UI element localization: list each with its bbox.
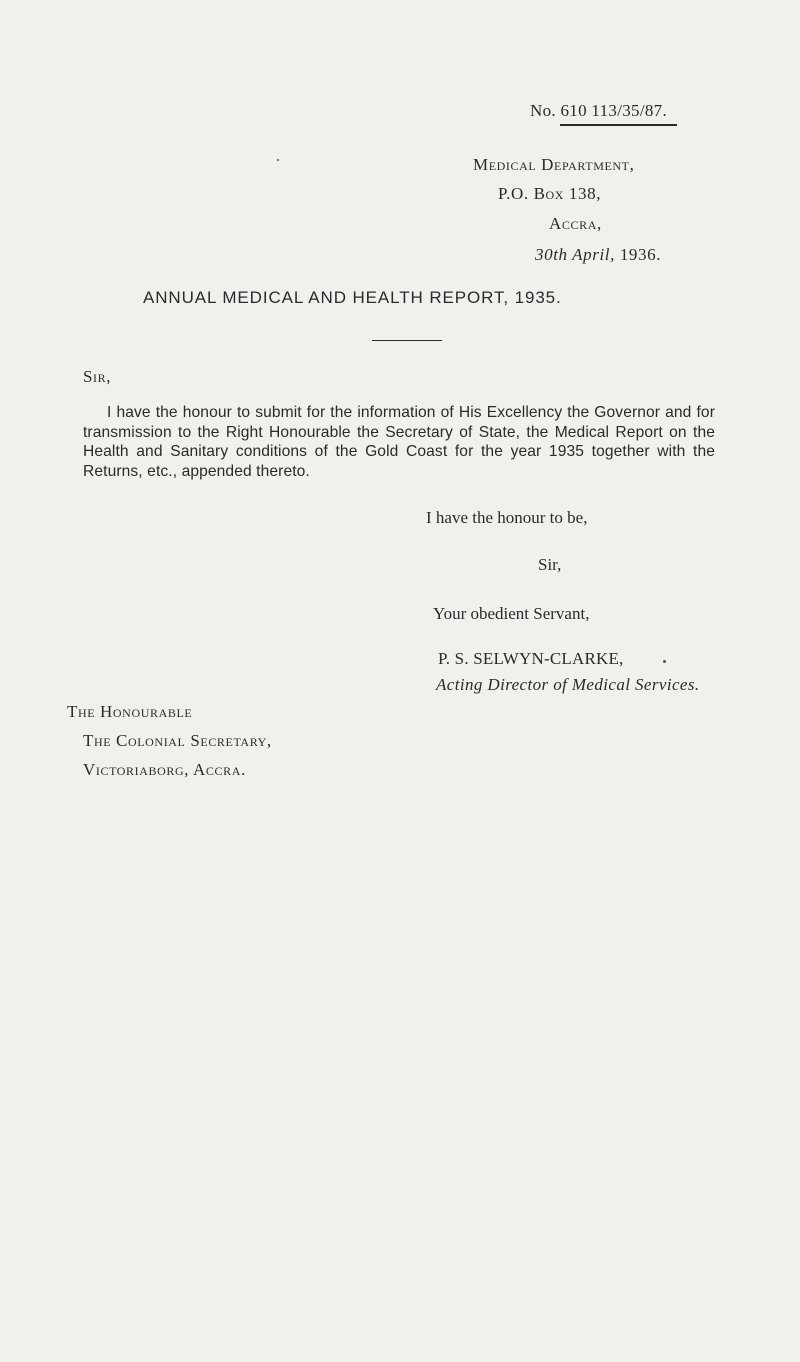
address-city: Accra, <box>549 214 602 233</box>
letter-date-day: 30th April, <box>535 245 615 264</box>
ink-mark <box>663 660 666 663</box>
title-divider <box>372 340 442 341</box>
letter-date-year: 1936. <box>614 245 662 264</box>
signatory-position: Acting Director of Medical Services. <box>436 675 700 694</box>
address-po-box: P.O. Box 138, <box>498 184 602 203</box>
ink-speck <box>277 159 279 161</box>
addressee-line-1: The Honourable <box>67 702 193 721</box>
closing-line-sir: Sir, <box>538 555 562 574</box>
reference-number: No. 610 113/35/87. <box>530 101 667 120</box>
closing-line-servant: Your obedient Servant, <box>433 604 590 623</box>
addressee-line-3: Victoriaborg, Accra. <box>83 760 246 779</box>
reference-underline <box>560 124 677 126</box>
addressee-line-2: The Colonial Secretary, <box>83 731 272 750</box>
letter-body: I have the honour to submit for the information of His Excellency the Governor and for transmission to the Right Honourable the Secretary of State, the Medical Report on the Health and Sanitary conditions of the Gold Coast for the year 1935 together with the Returns, etc., appended thereto. <box>83 404 715 480</box>
signatory-name: P. S. SELWYN-CLARKE, <box>438 649 624 668</box>
letter-date <box>535 245 735 265</box>
closing-line-honour: I have the honour to be, <box>426 508 588 527</box>
report-title: ANNUAL MEDICAL AND HEALTH REPORT, 1935. <box>143 288 562 307</box>
address-department: Medical Department, <box>473 155 635 174</box>
salutation: Sir, <box>83 367 112 386</box>
